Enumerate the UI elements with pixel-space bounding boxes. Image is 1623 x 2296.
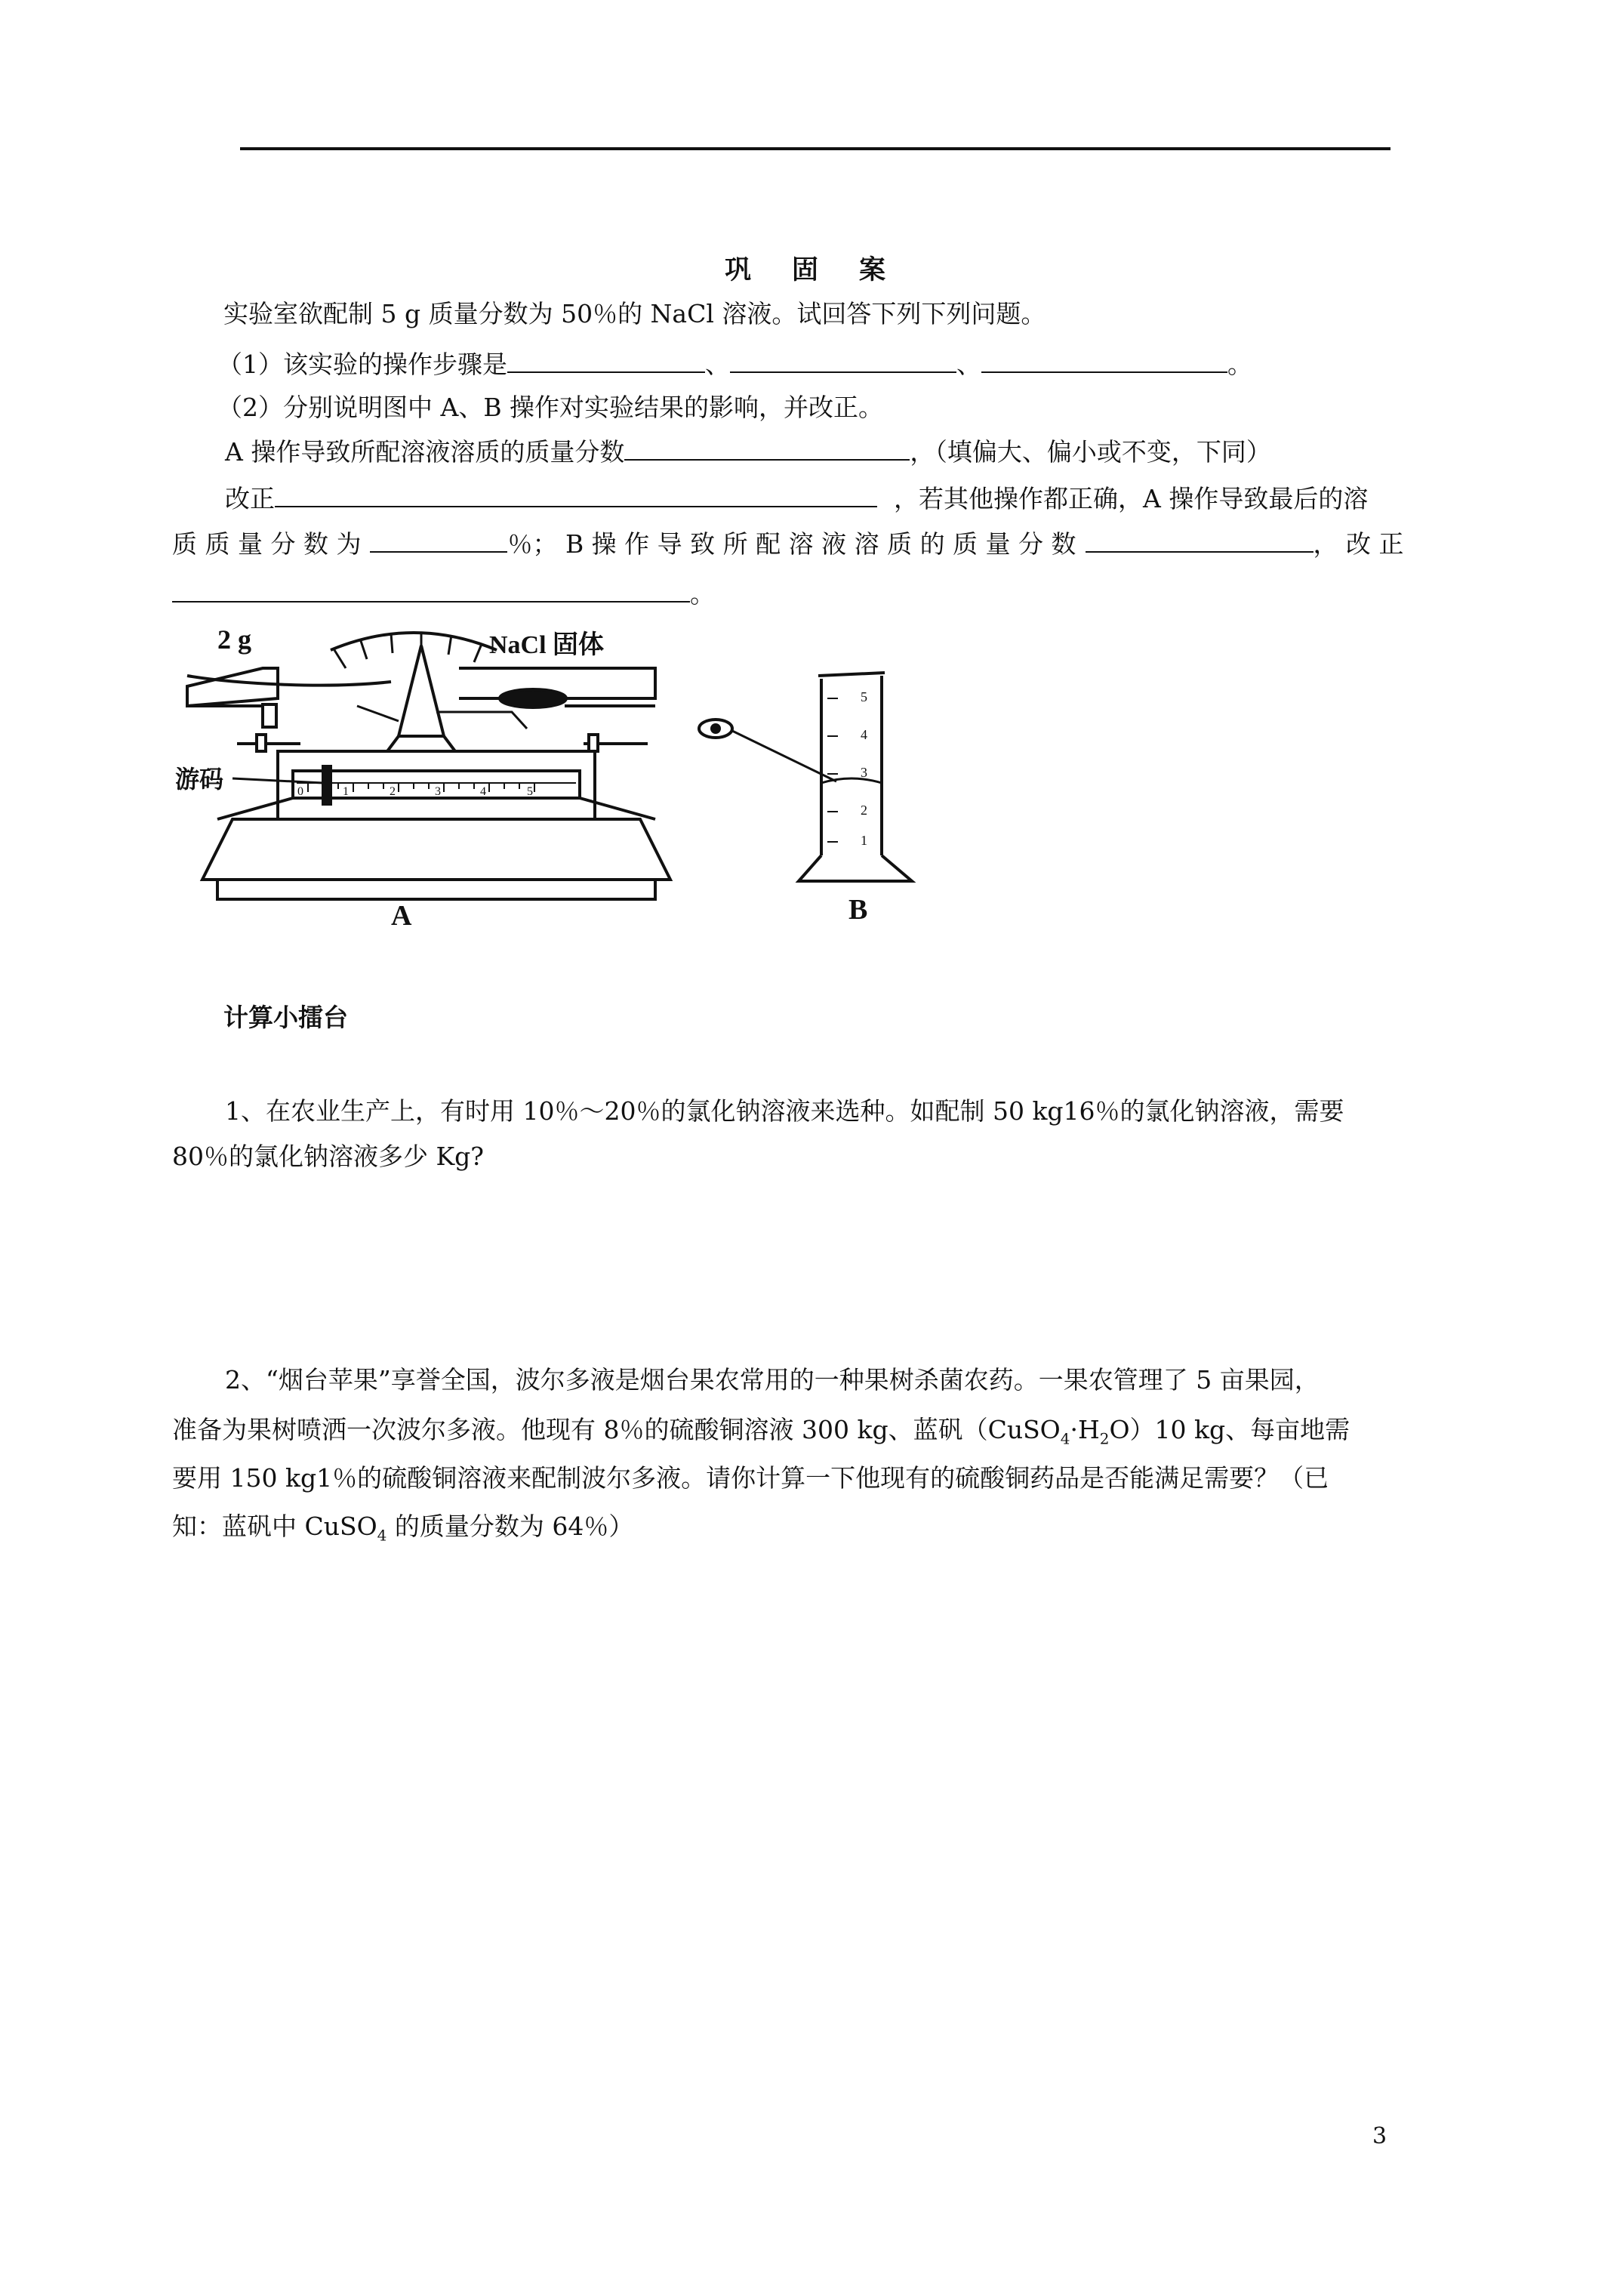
fix-line (225, 483, 1368, 514)
answer-blank[interactable] (730, 349, 956, 373)
title-char: 巩 (725, 254, 753, 285)
scale-tick-label: 1 (343, 785, 349, 798)
subscript: 2 (1099, 1429, 1110, 1448)
p2-text: 准备为果树喷洒一次波尔多液。他现有 8％的硫酸铜溶液 300 kg、蓝矾（CuSO (172, 1415, 1061, 1444)
subscript: 4 (377, 1526, 387, 1545)
problem-1-line-1: 1、在农业生产上，有时用 10％～20％的氯化钠溶液来选种。如配制 50 kg16％的氯化钠溶液，需要 (225, 1096, 1344, 1126)
separator: 、 (705, 350, 730, 379)
rider-label: 游码 (175, 766, 224, 793)
title-char: 案 (859, 254, 888, 285)
cylinder-tick-label: 2 (861, 803, 867, 818)
scale-tick-label: 3 (435, 785, 441, 798)
p2-text: O）10 kg、每亩地需 (1109, 1415, 1350, 1444)
figure-a-label: A (391, 900, 412, 932)
answer-blank[interactable] (172, 578, 690, 603)
scale-tick-label: 2 (390, 785, 396, 798)
question-1 (217, 349, 1252, 380)
a-prefix: A 操作导致所配溶液溶质的质量分数 (225, 437, 625, 467)
cylinder-tick-label: 3 (861, 765, 867, 780)
nacl-label: NaCl 固体 (489, 631, 605, 659)
p2-text: 知：蓝矾中 CuSO (172, 1512, 377, 1541)
experiment-figure (172, 623, 965, 932)
answer-blank[interactable] (981, 349, 1227, 373)
cylinder-tick-label: 1 (861, 833, 867, 848)
answer-blank[interactable] (1086, 529, 1313, 553)
separator: 、 (956, 350, 981, 379)
a-suffix: ，（填偏大、偏小或不变，下同） (910, 437, 1271, 467)
balance-illustration (187, 632, 670, 899)
question-2: （2）分别说明图中 A、B 操作对实验结果的影响，并改正。 (217, 393, 884, 422)
fix-prefix: 改正 (225, 484, 275, 513)
cylinder-tick-label: 5 (861, 689, 867, 704)
l7-prefix: 质 质 量 分 数 为 (172, 529, 362, 559)
section-2-title: 计算小擂台 (223, 1003, 348, 1032)
q1-prefix: （1）该实验的操作步骤是 (217, 350, 507, 379)
weight-label: 2 g (217, 624, 251, 655)
scale-tick-label: 5 (527, 785, 533, 798)
figure-b-label: B (848, 894, 868, 926)
l7-suffix: ， 改 正 (1313, 529, 1404, 559)
q1-end: 。 (1227, 350, 1252, 379)
answer-blank[interactable] (507, 349, 705, 373)
l7-mid: ％； B 操 作 导 致 所 配 溶 液 溶 质 的 质 量 分 数 (507, 529, 1076, 559)
p2-text: ·H (1070, 1415, 1100, 1444)
fix-suffix: ，若其他操作都正确，A 操作导致最后的溶 (894, 484, 1369, 513)
scale-tick-label: 4 (480, 785, 486, 798)
question-a-line (225, 436, 1271, 467)
problem-1-line-2: 80％的氯化钠溶液多少 Kg? (172, 1142, 484, 1171)
cylinder-illustration (699, 673, 912, 881)
answer-blank[interactable] (624, 436, 910, 461)
answer-blank[interactable] (370, 529, 507, 553)
subscript: 4 (1060, 1429, 1070, 1448)
problem-2-line-3: 要用 150 kg1％的硫酸铜溶液来配制波尔多液。请你计算一下他现有的硫酸铜药品是否能满足需要？（已 (172, 1463, 1329, 1493)
scale-tick-label: 0 (297, 785, 303, 798)
p2-text: 的质量分数为 64％） (387, 1512, 634, 1541)
mass-fraction-line (172, 529, 1404, 559)
cylinder-tick-label: 4 (861, 727, 867, 742)
answer-blank[interactable] (275, 483, 877, 507)
intro-text: 实验室欲配制 5 g 质量分数为 50％的 NaCl 溶液。试回答下列下列问题。 (223, 299, 1046, 328)
page-number: 3 (1372, 2123, 1387, 2150)
l8-end: 。 (690, 579, 715, 609)
problem-2-line-4 (172, 1512, 633, 1551)
title-char: 固 (792, 254, 821, 285)
header-rule (240, 147, 1390, 150)
section-title (725, 255, 926, 285)
problem-2-line-1: 2、“烟台苹果”享誉全国，波尔多液是烟台果农常用的一种果树杀菌农药。一果农管理了 5 亩果园， (225, 1365, 1320, 1395)
fix-b-line (172, 578, 715, 609)
problem-2-line-2 (172, 1415, 1350, 1454)
